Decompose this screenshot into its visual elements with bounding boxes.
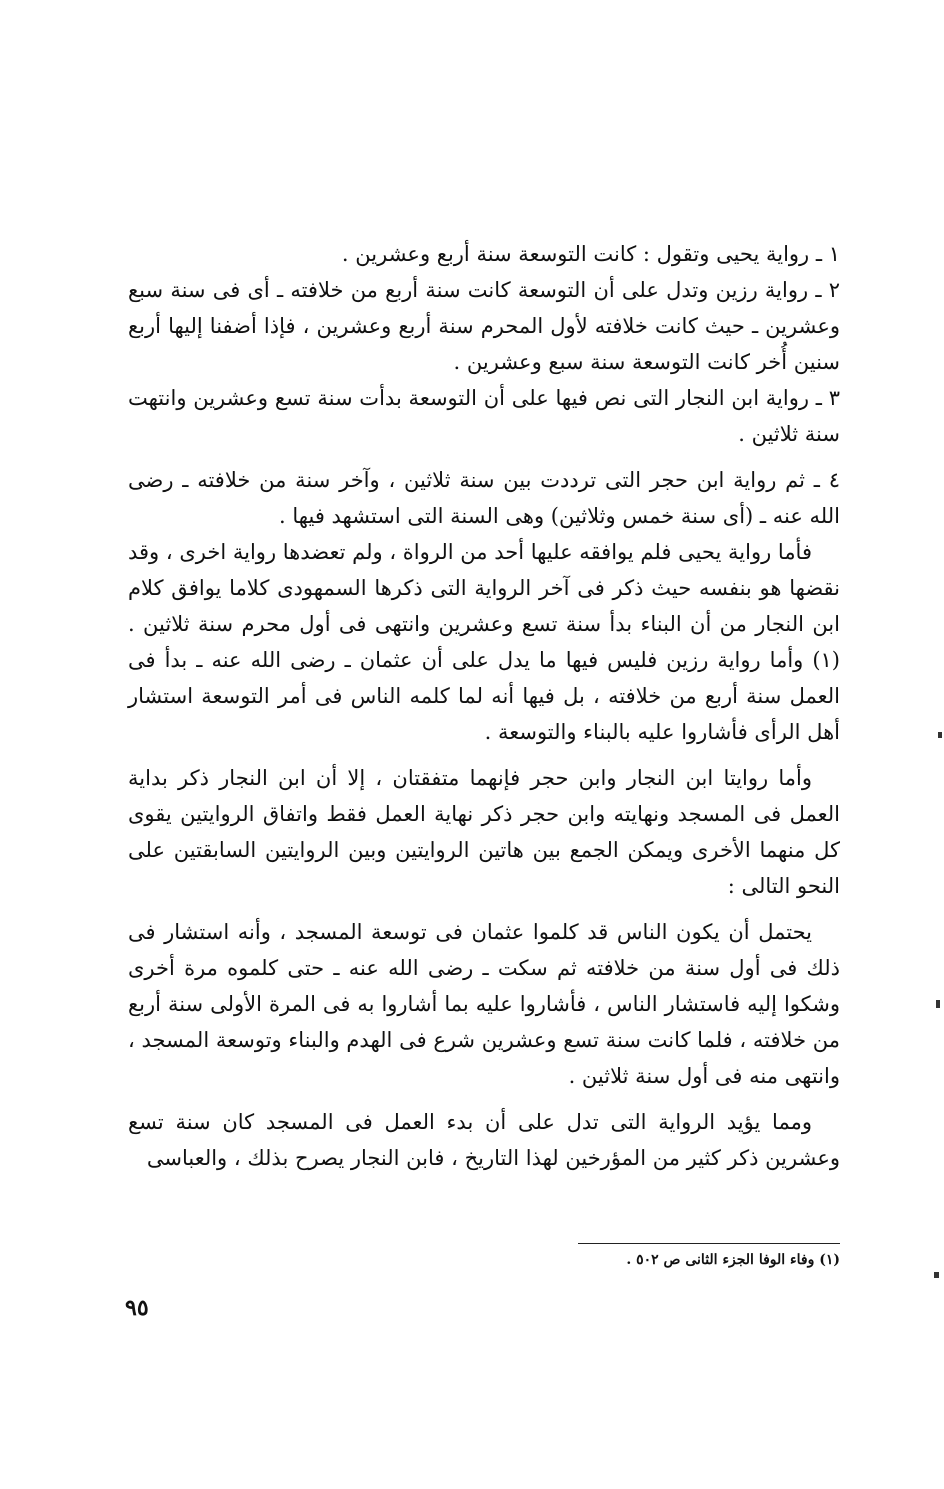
paragraph-reconciliation: يحتمل أن يكون الناس قد كلموا عثمان فى توسعة المسجد ، وأنه استشار فى ذلك فى أول سنة من خلافته ثم سكت ـ رضى الله عنه ـ حتى كلموه مرة أخرى وشكوا إليه فاستشار الناس ، فأشاروا عليه بما أشاروا به فى المرة الأولى سنة أربع من خلافته ، فلما كانت سنة تسع وعشرين شرع فى الهدم والبناء وتوسعة المسجد ، وانتهى منه فى أول سنة ثلاثين . <box>128 920 840 1088</box>
list-item-4: ٤ ـ ثم رواية ابن حجر التى ترددت بين سنة ثلاثين ، وآخر سنة من خلافته ـ رضى الله عنه ـ (أى سنة خمس وثلاثين) وهى السنة التى استشهد فيها . <box>128 468 840 528</box>
scan-speck <box>938 732 942 738</box>
scan-speck <box>936 1000 940 1008</box>
list-item-3: ٣ ـ رواية ابن النجار التى نص فيها على أن التوسعة بدأت سنة تسع وعشرين وانتهت سنة ثلاثين . <box>128 386 840 446</box>
scan-speck <box>934 1272 939 1278</box>
paragraph-yahya-razin: فأما رواية يحيى فلم يوافقه عليها أحد من الرواة ، ولم تعضدها رواية اخرى ، وقد نقضها هو بنفسه حيث ذكر فى آخر الرواية التى ذكرها السمهودى كلاما يوافق كلام ابن النجار من أن البناء بدأ سنة تسع وعشرين وانتهى فى أول محرم سنة ثلاثين . (١) وأما رواية رزين فليس فيها ما يدل على أن عثمان ـ رضى الله عنه ـ بدأ فى العمل سنة أربع من خلافته ، بل فيها أنه لما كلمه الناس فى أمر التوسعة استشار أهل الرأى فأشاروا عليه بالبناء والتوسعة . <box>128 540 840 744</box>
footnote-separator <box>578 1243 840 1244</box>
footnote: (١) وفاء الوفا الجزء الثانى ص ٥٠٢ . <box>626 1252 840 1268</box>
list-item-1: ١ ـ رواية يحيى وتقول : كانت التوسعة سنة أربع وعشرين . <box>341 242 840 266</box>
body-text <box>128 236 840 1176</box>
page-number: ٩٥ <box>125 1295 149 1321</box>
paragraph-supporting-evidence: ومما يؤيد الرواية التى تدل على أن بدء العمل فى المسجد كان سنة تسع وعشرين ذكر كثير من المؤرخين لهذا التاريخ ، فابن النجار يصرح بذلك ، والعباسى <box>128 1110 840 1170</box>
paragraph-najjar-hajar: وأما روايتا ابن النجار وابن حجر فإنهما متفقتان ، إلا أن ابن النجار ذكر بداية العمل فى المسجد ونهايته وابن حجر ذكر نهاية العمل فقط واتفاق الروايتين يقوى كل منهما الأخرى ويمكن الجمع بين هاتين الروايتين وبين الروايتين السابقتين على النحو التالى : <box>128 766 840 898</box>
list-item-2: ٢ ـ رواية رزين وتدل على أن التوسعة كانت سنة أربع من خلافته ـ أى فى سنة سبع وعشرين ـ حيث كانت خلافته لأول المحرم سنة أربع وعشرين ، فإذا أضفنا إليها أربع سنين أُخر كانت التوسعة سنة سبع وعشرين . <box>128 278 840 374</box>
